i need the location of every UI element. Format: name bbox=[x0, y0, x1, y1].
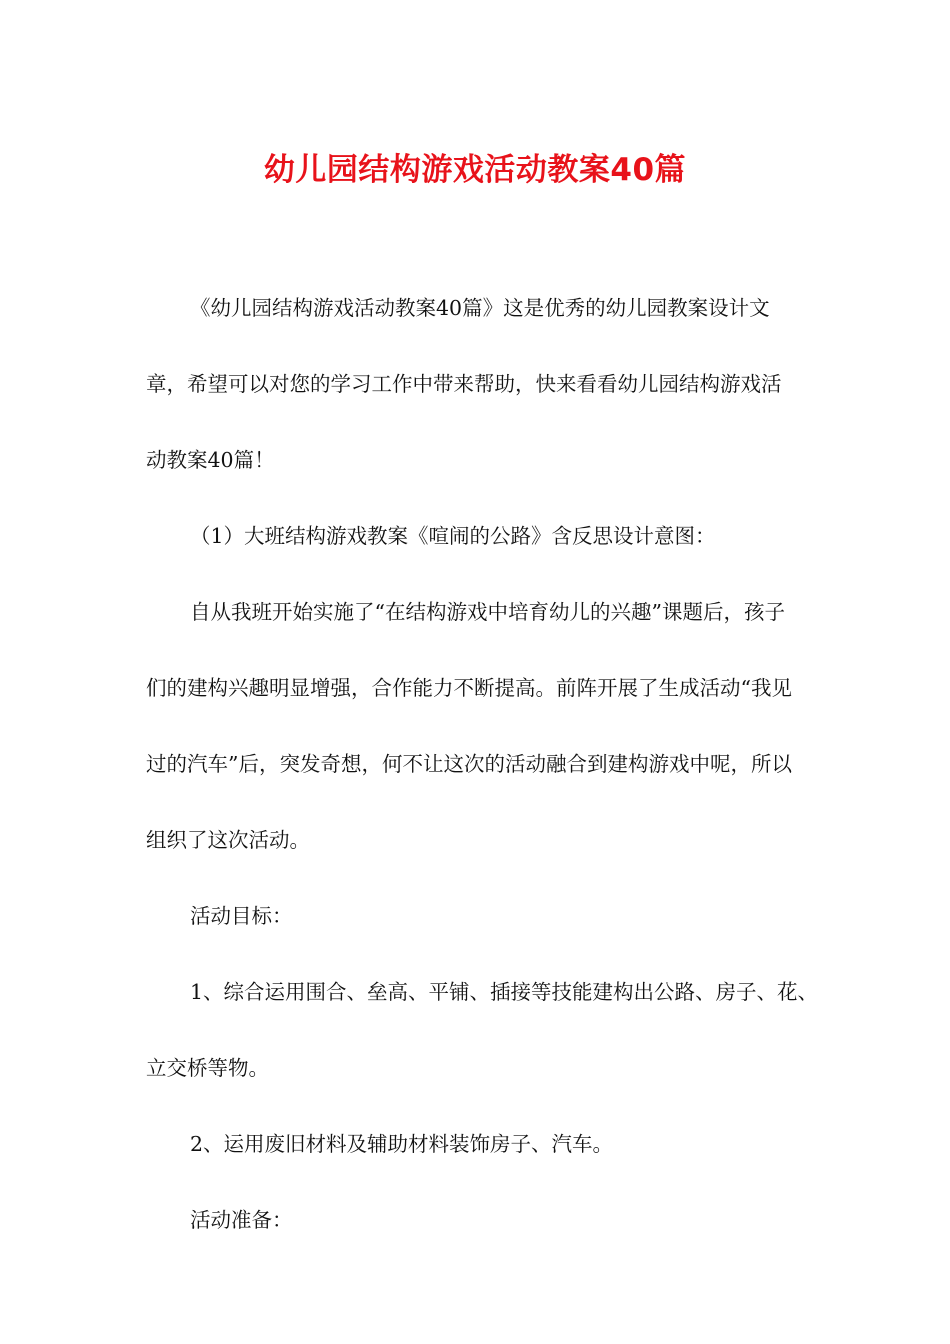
activity-goals-heading: 活动目标： bbox=[190, 904, 293, 928]
intro-paragraph: 《幼儿园结构游戏活动教案40篇》这是优秀的幼儿园教案设计文章，希望可以对您的学习工作中带来帮助，快来看看幼儿园结构游戏活动教案40篇！ bbox=[146, 296, 782, 472]
document-body bbox=[146, 270, 826, 1258]
section-heading-1: （1）大班结构游戏教案《喧闹的公路》含反思设计意图： bbox=[190, 524, 716, 548]
activity-prep-heading: 活动准备： bbox=[190, 1208, 293, 1232]
document-title: 幼儿园结构游戏活动教案40篇 bbox=[263, 152, 687, 188]
goal-item-1: 1、综合运用围合、垒高、平铺、插接等技能建构出公路、房子、花、立交桥等物。 bbox=[146, 980, 819, 1080]
goal-item-2: 2、运用废旧材料及辅助材料装饰房子、汽车。 bbox=[190, 1132, 614, 1156]
design-intent-paragraph: 自从我班开始实施了“在结构游戏中培育幼儿的兴趣”课题后，孩子们的建构兴趣明显增强，合作能力不断提高。前阵开展了生成活动“我见过的汽车”后，突发奇想，何不让这次的活动融合到建构游戏中呢，所以组织了这次活动。 bbox=[146, 600, 792, 852]
